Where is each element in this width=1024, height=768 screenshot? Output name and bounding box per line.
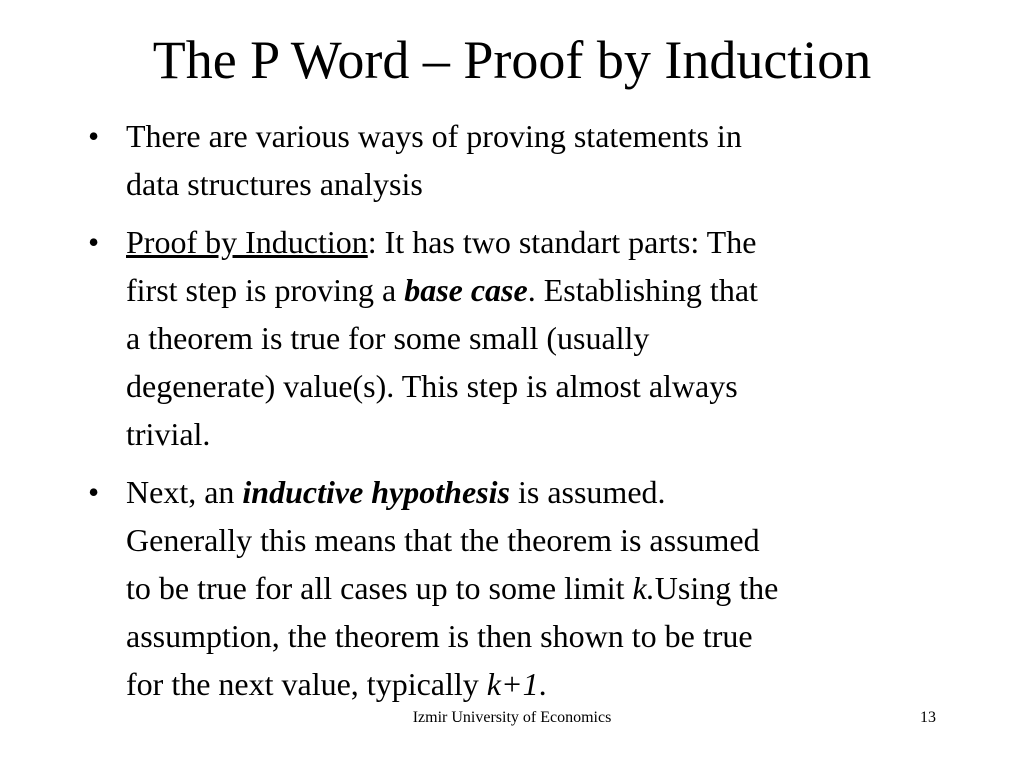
slide-title: The P Word – Proof by Induction xyxy=(152,30,872,90)
bullet-line: degenerate) value(s). This step is almost always xyxy=(126,368,738,404)
bullet-line: trivial. xyxy=(126,416,211,452)
text-run: first step is proving a xyxy=(126,272,405,308)
bullet-line: assumption, the theorem is then shown to be true xyxy=(126,618,753,654)
text-run: Using the xyxy=(654,570,779,606)
math-k-plus-1: k+1 xyxy=(486,666,539,702)
bullet-line xyxy=(126,660,948,708)
bullet-line: There are various ways of proving statements in xyxy=(126,118,742,154)
term-base-case: base case xyxy=(404,272,528,308)
bullet-line: Generally this means that the theorem is assumed xyxy=(126,522,760,558)
term-inductive-hypothesis: inductive hypothesis xyxy=(242,474,510,510)
bullet-marker: • xyxy=(88,118,100,154)
text-run: : It has two standart parts: The xyxy=(367,224,757,260)
text-run: Next, an xyxy=(126,474,243,510)
bullet-line: a theorem is true for some small (usually xyxy=(126,320,650,356)
bullet-line xyxy=(126,468,948,516)
bullet-line xyxy=(126,266,948,314)
bullet-line xyxy=(126,218,948,266)
bullet-item-3 xyxy=(88,468,948,708)
bullet-line: data structures analysis xyxy=(126,166,423,202)
slide-number: 13 xyxy=(920,709,936,726)
text-run: to be true for all cases up to some limit xyxy=(126,570,633,606)
slide-body xyxy=(88,112,948,708)
bullet-marker: • xyxy=(88,474,100,510)
text-run: for the next value, typically xyxy=(126,666,487,702)
bullet-line xyxy=(126,564,948,612)
text-run: . xyxy=(538,666,547,702)
bullet-item-1 xyxy=(88,112,948,208)
math-k: k. xyxy=(632,570,655,606)
bullet-marker: • xyxy=(88,224,100,260)
footer-org: Izmir University of Economics xyxy=(412,709,612,726)
text-run: is assumed. xyxy=(509,474,666,510)
bullet-item-2 xyxy=(88,218,948,458)
term-proof-by-induction: Proof by Induction xyxy=(126,224,368,260)
text-run: . Establishing that xyxy=(527,272,758,308)
